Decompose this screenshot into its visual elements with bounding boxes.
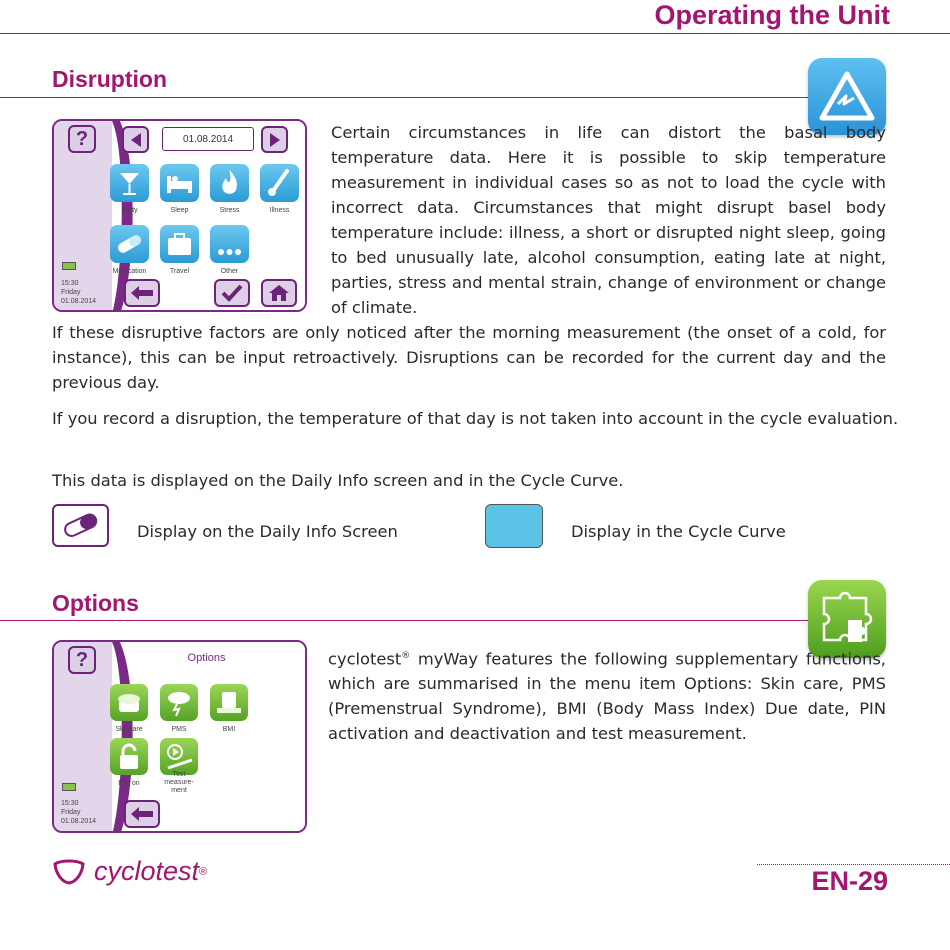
status-time: 15:30 [61, 280, 79, 287]
status-time: 15:30 [61, 800, 79, 807]
skincare-label: Skincare [115, 726, 143, 733]
pill-icon [54, 506, 107, 545]
pin-button[interactable] [110, 738, 148, 775]
medication-label: Medication [112, 268, 147, 275]
sleep-label: Sleep [170, 207, 189, 214]
disruption-paragraph-2: If these disruptive factors are only noticed after the morning measurement (the onset of a cold, for instance), this can be input retroactively. Disruptions can be recorded for the current day and the previous day. [52, 323, 886, 392]
brand-reg-mark: ® [199, 865, 208, 878]
daily-info-legend-swatch [52, 504, 109, 547]
disruption-paragraph-3: If you record a disruption, the temperature of that day is not taken into account in the cycle evaluation. [52, 409, 899, 428]
party-button[interactable] [110, 164, 149, 202]
options-reg-mark: ® [401, 651, 411, 661]
page-number: EN-29 [811, 866, 888, 896]
question-mark-icon: ? [75, 127, 89, 150]
cocktail-glass-icon [110, 164, 149, 202]
pms-button[interactable] [160, 684, 198, 721]
cream-jar-icon [110, 684, 148, 721]
bmi-button[interactable] [210, 684, 248, 721]
home-button[interactable] [261, 279, 297, 307]
cyclotest-logo-icon [52, 858, 86, 886]
pill-icon [110, 225, 149, 263]
cycle-curve-legend-swatch [485, 504, 543, 548]
disruption-rule [0, 97, 810, 98]
help-button[interactable] [68, 646, 96, 674]
illness-button[interactable] [260, 164, 299, 202]
cycle-curve-legend-label: Display in the Cycle Curve [571, 522, 786, 541]
brand-name: cyclotest [94, 856, 200, 886]
options-heading: Options [52, 590, 139, 616]
party-label: Party [121, 207, 138, 214]
scale-icon [210, 684, 248, 721]
medication-button[interactable] [110, 225, 149, 263]
test-measurement-button[interactable] [160, 738, 198, 775]
flame-icon [210, 164, 249, 202]
bmi-label: BMI [222, 726, 236, 733]
options-screen-title: Options [187, 652, 226, 664]
test-measurement-label: Test measure-ment [164, 771, 194, 794]
other-button[interactable] [210, 225, 249, 263]
options-brand-word: cyclotest [328, 649, 402, 669]
checkmark-icon [221, 284, 243, 302]
daily-info-legend-label: Display on the Daily Info Screen [137, 522, 398, 541]
back-arrow-icon [131, 286, 153, 300]
pms-label: PMS [171, 726, 187, 733]
back-arrow-icon [131, 807, 153, 821]
travel-label: Travel [169, 268, 190, 275]
options-rule [0, 620, 810, 621]
footer-dotted-rule [757, 864, 950, 865]
arrow-left-icon [129, 132, 143, 148]
confirm-button[interactable] [214, 279, 250, 307]
illness-label: Illness [269, 207, 290, 214]
suitcase-icon [160, 225, 199, 263]
disruption-paragraph-1: Certain circumstances in life can distort the basal body temperature data. Here it is possible to skip temperature measurement in individual cases so as not to load the cycle with incorrect data. Circumstances that might disrupt basel body temperature include: illness, a short or disrupted night sleep, going to bed unusually late, alcohol consumption, eating late at night, parties, stress and mental strain, change of environment or change of climate. [331, 123, 886, 317]
battery-icon [62, 783, 76, 791]
padlock-icon [110, 738, 148, 775]
options-device-screen [52, 640, 307, 833]
header-rule [0, 33, 950, 34]
battery-icon [62, 262, 76, 270]
question-mark-icon: ? [75, 648, 89, 671]
status-weekday: Friday [61, 289, 81, 296]
travel-button[interactable] [160, 225, 199, 263]
options-paragraph [328, 644, 886, 746]
skincare-button[interactable] [110, 684, 148, 721]
other-label: Other [220, 268, 239, 275]
back-button[interactable] [124, 800, 160, 828]
dots-icon [210, 225, 249, 263]
storm-cloud-icon [160, 684, 198, 721]
back-button[interactable] [124, 279, 160, 307]
prev-day-button[interactable] [122, 126, 149, 153]
status-date: 01.08.2014 [61, 818, 97, 825]
options-text: myWay features the following supplementary functions, which are summarised in the menu item Options: Skin care, PMS (Premenstrual Syndrome), BMI (Body Mass Index) Due date, PIN activation and deactivation and test measurement. [328, 649, 886, 744]
status-weekday: Friday [61, 809, 81, 816]
arrow-right-icon [268, 132, 282, 148]
home-icon [268, 284, 290, 302]
disruption-device-screen [52, 119, 307, 312]
thermometer-icon [260, 164, 299, 202]
bed-icon [160, 164, 199, 202]
stress-label: Stress [219, 207, 240, 214]
date-display: 01.08.2014 [162, 127, 254, 151]
help-button[interactable] [68, 125, 96, 153]
page-title: Operating the Unit [654, 0, 890, 30]
disruption-heading: Disruption [52, 66, 167, 92]
brand-logo [52, 856, 207, 887]
disruption-paragraph-4: This data is displayed on the Daily Info screen and in the Cycle Curve. [52, 471, 624, 490]
pin-label: PIN on [118, 780, 140, 787]
next-day-button[interactable] [261, 126, 288, 153]
status-date: 01.08.2014 [61, 298, 97, 305]
test-play-icon [160, 738, 198, 775]
stress-button[interactable] [210, 164, 249, 202]
sleep-button[interactable] [160, 164, 199, 202]
